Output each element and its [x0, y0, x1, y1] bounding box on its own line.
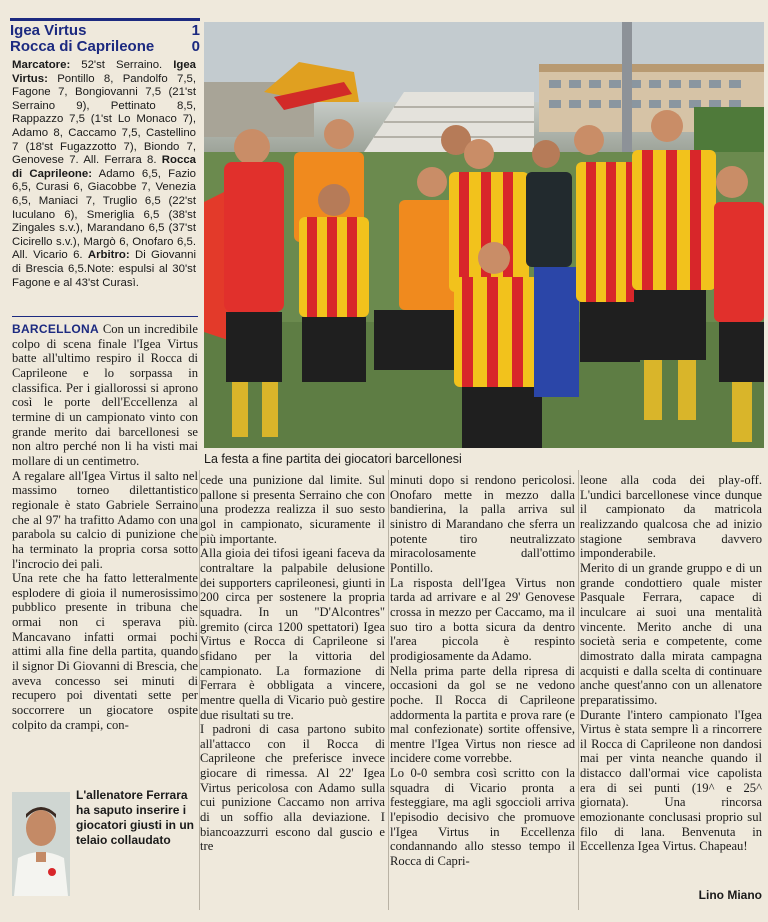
article-paragraph: Merito di un grande gruppo e di un grande condottiero quale mister Pasquale Ferrara, capace di inculcare ai suoi una mentalità vincente. Merito anche di una società seria e competente, come dimostrato dalla mirata campagna acquisti e dalla scelta di continuare anche quest'anno con un allenatore preparatissimo.: [580, 560, 762, 707]
author-byline: Lino Miano: [698, 888, 762, 902]
away-lineup-text: Adamo 6,5, Fazio 6,5, Curasi 6, Giacobbe 7, Venezia 6,5, Maniaci 7, Truglio 6,5 (22'st Iuculano 6), Smeriglia 6,5 (38'st Zingales s.v.), Marandano 6,5 (37'st Cicirello s.v.), Margò 6, Onofaro 6,5. All. Vicario 6.: [12, 167, 196, 262]
scorer-label: Marcatore:: [12, 59, 71, 71]
article-paragraph: Lo 0-0 sembra così scritto con la squadra di Vicario pronta a festeggiare, ma agli sgoccioli arriva l'episodio decisivo che promuove l'Igea Virtus in Eccellenza condannando allo stesso tempo il Rocca di Capri-: [390, 766, 575, 869]
article-paragraph: Nella prima parte della ripresa di occasioni da gol se ne vedono poche. Il Rocca di Caprileone addormenta la partita e prova rare (e mal confezionate) sortite offensive, mentre l'Igea Virtus non riesce ad incidere come vorrebbe.: [390, 663, 575, 766]
coach-photo-caption: L'allenatore Ferrara ha saputo inserire i giocatori giusti in un telaio collaudato: [76, 788, 194, 847]
coach-portrait-illustration: [12, 792, 70, 896]
article-paragraph: leone alla coda dei play-off. L'undici barcellonese vince dunque il campionato da matricola realizzando qualcosa che ad inizio stagione sembrava davvero imponderabile.: [580, 473, 762, 561]
article-paragraph: Alla gioia dei tifosi igeani faceva da contraltare la palpabile delusione dei supporters caprileonesi, giunti in 200 circa per sostenere la propria squadra. In un "D'Alcontres" gremito (circa 1200 spettatori) Igea Virtus e Rocca di Caprileone si sfidano per la vittoria del campionato. La formazione di Ferrara è obbligata a vincere, mentre quella di Vicario può gestire due risultati su tre.: [200, 546, 385, 722]
article-paragraph: A regalare all'Igea Virtus il salto nel massimo torneo dilettantistico regionale è stato Gabriele Serraino che al 97' ha trafitto Adamo con una parabola su calcio di punizione che ha terminato la propria corsa sotto l'incrocio dei pali.: [12, 468, 198, 571]
article-paragraph: [12, 322, 198, 469]
article-paragraph: minuti dopo si rendono pericolosi. Onofaro mette in mezzo dalla bandierina, la palla arriva sul sinistro di Marandano che sferra un potente tiro neutralizzato miracolosamente dall'ottimo Pontillo.: [390, 473, 575, 575]
article-paragraph: I padroni di casa partono subito all'attacco con il Rocca di Caprileone che preferisce invece giocare di rimessa. Al 22' Igea Virtus pericolosa con Adamo sulla cui punizione Caccamo non arriva di un soffio alla deviazione. I biancoazzurri escono dal guscio e tre: [200, 722, 385, 854]
home-score-line: [10, 23, 200, 39]
referee-text: Di Giovanni di Brescia 6,5.Note: espulsi al 30'st Fagone e al 43'st Curasì.: [12, 249, 196, 289]
article-kicker: BARCELLONA: [12, 322, 99, 336]
article-column-4: [580, 473, 762, 893]
scorer-text: 52'st Serraino.: [70, 59, 174, 71]
photo-caption: La festa a fine partita dei giocatori barcellonesi: [204, 452, 462, 466]
column-divider-3: [578, 470, 579, 910]
match-report: [12, 59, 196, 312]
article-column-2: [200, 473, 385, 913]
article-column-1: [12, 322, 198, 766]
team-celebration-photo-illustration: [204, 22, 764, 448]
team-celebration-photo: [204, 22, 764, 448]
score-box: [10, 18, 200, 59]
referee-label: Arbitro:: [87, 249, 130, 262]
away-team-name: Rocca di Caprileone: [10, 38, 155, 55]
article-paragraph: cede una punizione dal limite. Sul pallone si presenta Serraino che con una prodezza realizza il suo sesto gol in campionato, sicuramente il più importante.: [200, 473, 385, 546]
home-lineup-label: Igea Virtus:: [12, 59, 196, 85]
home-team-name: Igea Virtus: [10, 22, 87, 39]
article-paragraph: Una rete che ha fatto letteralmente esplodere di gioia il numerosissimo pubblico presente in tribuna che ormai non ci sperava più. Mancavano infatti ormai pochi attimi alla fine della partita, quando il signor Di Giovanni di Brescia, che aveva concesso sei minuti di recupero poi diventati sette per soccorrere un giocatore ospite colpito da crampi, con-: [12, 571, 198, 732]
away-lineup-label: Rocca di Caprileone:: [12, 154, 196, 180]
article-paragraph: Durante l'intero campionato l'Igea Virtus è stata sempre lì a rincorrere il Rocca di Caprileone non dandosi mai per vinta neanche quando il distacco dall'ormai vice capolista era di sei punti (19^ e 25^ giornata). Una rincorsa emozionante conclusasi proprio sul filo di lana. Benvenuta in Eccellenza Igea Virtus. Chapeau!: [580, 707, 762, 854]
away-score-line: [10, 39, 200, 55]
coach-portrait-photo: [12, 792, 70, 896]
article-paragraph-text: Con un incredibile colpo di scena finale l'Igea Virtus batte all'ultimo respiro il Rocca di Caprileone e lo sorpassa in classifica. Per i giallorossi si aprono così le porte dell'Eccellenza al termine di un campionato vinto con grande merito dai barcellonesi se non altro perché non li ha visti mai mollare di un centimetro.: [12, 322, 198, 468]
column-divider-2: [388, 470, 389, 910]
away-team-goals: 0: [191, 38, 200, 55]
kicker-rule: [12, 316, 198, 317]
home-lineup-text: Pontillo 8, Pandolfo 7,5, Fagone 7, Bongiovanni 7,5 (21'st Serraino 9), Pettinato 8,5, Rappazzo 7,5 (1'st Lo Monaco 7), Adamo 8, Caccamo 7,5, Castellino 7 (18'st Fugazzotto 7), Biondo 7, Genovese 7. All. Ferrara 8.: [12, 72, 196, 167]
home-team-goals: 1: [191, 22, 200, 39]
article-paragraph: La risposta dell'Igea Virtus non tarda ad arrivare e al 29' Genovese crossa in mezzo per Caccamo, ma il suo tiro a botta sicura da dentro l'area piccola è respinto prodigiosamente da Adamo.: [390, 575, 575, 663]
article-column-3: [390, 473, 575, 913]
